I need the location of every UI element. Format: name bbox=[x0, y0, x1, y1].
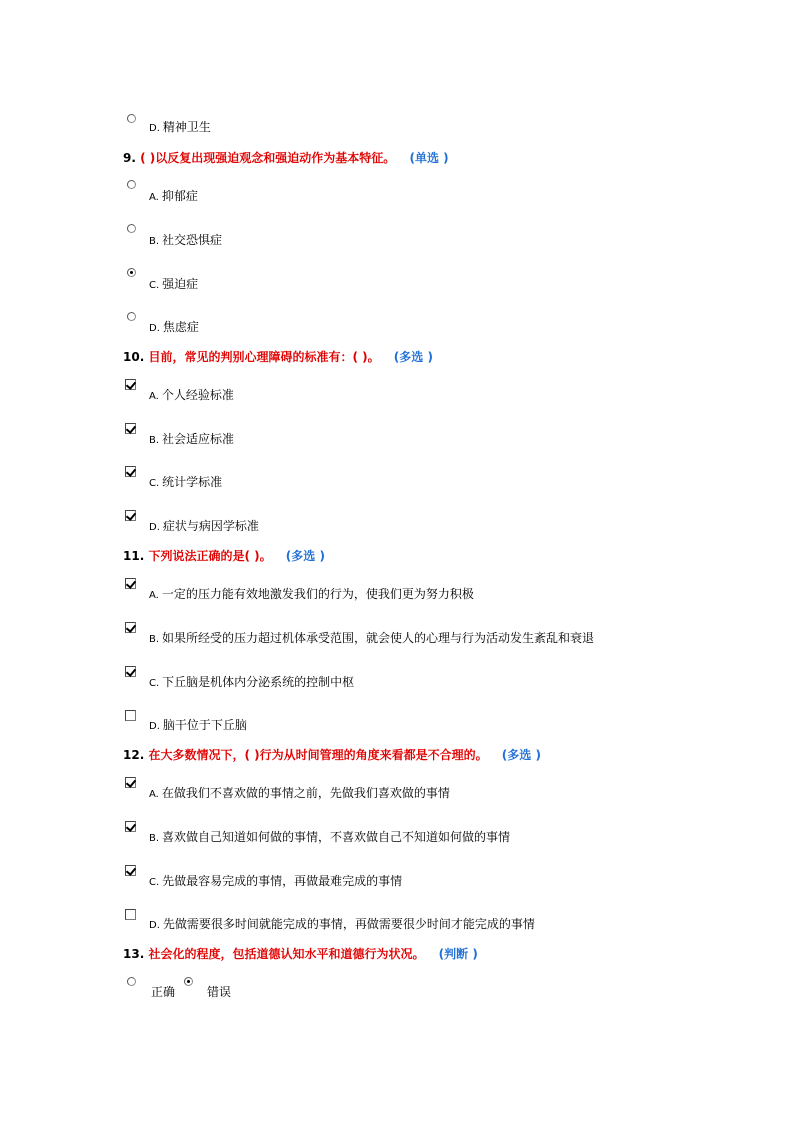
option-text: 个人经验标准 bbox=[161, 388, 234, 402]
option-letter: D. bbox=[149, 522, 160, 533]
q11-title bbox=[123, 547, 325, 564]
q8-option-d bbox=[149, 118, 211, 135]
option-text: 抑郁症 bbox=[161, 189, 198, 203]
q10-title bbox=[123, 348, 433, 365]
question-text: 社会化的程度，包括道德认知水平和道德行为状况。 bbox=[148, 947, 425, 961]
question-number: 12. bbox=[123, 748, 145, 762]
option-text: 先做最容易完成的事情，再做最难完成的事情 bbox=[162, 874, 403, 888]
question-type: (单选 ) bbox=[409, 151, 449, 165]
q13-true-label: 正确 bbox=[151, 985, 176, 999]
option-text: 精神卫生 bbox=[162, 120, 211, 134]
option-text: 在做我们不喜欢做的事情之前，先做我们喜欢做的事情 bbox=[161, 786, 450, 800]
q10-option-d-checkbox[interactable] bbox=[125, 510, 136, 521]
q13-false-label: 错误 bbox=[207, 985, 232, 999]
option-text: 脑干位于下丘脑 bbox=[162, 718, 247, 732]
q11-option-a-checkbox[interactable] bbox=[125, 578, 136, 589]
q12-option-a bbox=[149, 784, 450, 801]
q9-option-c-radio[interactable] bbox=[127, 268, 136, 277]
q11-option-d-checkbox[interactable] bbox=[125, 710, 136, 721]
option-text: 一定的压力能有效地激发我们的行为，使我们更为努力积极 bbox=[161, 587, 474, 601]
q11-option-b bbox=[149, 629, 594, 646]
q13-true-radio[interactable] bbox=[127, 977, 136, 986]
option-text: 强迫症 bbox=[162, 277, 199, 291]
q8-option-d-radio[interactable] bbox=[127, 114, 136, 123]
option-letter: B. bbox=[149, 435, 160, 446]
q10-option-a-checkbox[interactable] bbox=[125, 379, 136, 390]
question-text: 目前，常见的判别心理障碍的标准有：( )。 bbox=[148, 350, 380, 364]
q9-option-a-radio[interactable] bbox=[127, 180, 136, 189]
question-number: 10. bbox=[123, 350, 145, 364]
option-letter: D. bbox=[149, 123, 160, 134]
q10-option-b-checkbox[interactable] bbox=[125, 423, 136, 434]
q12-option-c-checkbox[interactable] bbox=[125, 865, 136, 876]
option-text: 统计学标准 bbox=[162, 475, 223, 489]
q9-option-d-radio[interactable] bbox=[127, 312, 136, 321]
q12-option-d bbox=[149, 915, 535, 932]
option-text: 下丘脑是机体内分泌系统的控制中枢 bbox=[162, 675, 355, 689]
q10-option-b bbox=[149, 430, 234, 447]
q11-option-c-checkbox[interactable] bbox=[125, 666, 136, 677]
option-text: 社会适应标准 bbox=[162, 432, 235, 446]
question-text: ( )以反复出现强迫观念和强迫动作为基本特征。 bbox=[140, 151, 396, 165]
q12-title bbox=[123, 746, 541, 763]
q9-title bbox=[123, 149, 449, 166]
option-letter: C. bbox=[149, 280, 160, 291]
q11-option-c bbox=[149, 673, 354, 690]
q12-option-c bbox=[149, 872, 402, 889]
option-letter: D. bbox=[149, 721, 160, 732]
q9-option-b bbox=[149, 231, 222, 248]
q12-option-b-checkbox[interactable] bbox=[125, 821, 136, 832]
option-text: 如果所经受的压力超过机体承受范围，就会使人的心理与行为活动发生紊乱和衰退 bbox=[162, 631, 595, 645]
question-type: (判断 ) bbox=[438, 947, 478, 961]
question-text: 在大多数情况下，( )行为从时间管理的角度来看都是不合理的。 bbox=[148, 748, 488, 762]
option-letter: D. bbox=[149, 920, 160, 931]
q9-option-b-radio[interactable] bbox=[127, 224, 136, 233]
q11-option-d bbox=[149, 716, 247, 733]
option-letter: B. bbox=[149, 236, 160, 247]
option-letter: C. bbox=[149, 877, 160, 888]
question-number: 13. bbox=[123, 947, 145, 961]
option-letter: C. bbox=[149, 478, 160, 489]
q13-false-radio[interactable] bbox=[184, 977, 193, 986]
q9-option-a bbox=[149, 187, 198, 204]
question-text: 下列说法正确的是( )。 bbox=[148, 549, 272, 563]
q10-option-d bbox=[149, 517, 259, 534]
option-letter: A. bbox=[149, 590, 159, 601]
question-number: 9. bbox=[123, 151, 136, 165]
option-letter: A. bbox=[149, 789, 159, 800]
q10-option-a bbox=[149, 386, 234, 403]
option-text: 症状与病因学标准 bbox=[162, 519, 259, 533]
q12-option-a-checkbox[interactable] bbox=[125, 777, 136, 788]
q11-option-b-checkbox[interactable] bbox=[125, 622, 136, 633]
question-type: (多选 ) bbox=[393, 350, 433, 364]
q11-option-a bbox=[149, 585, 474, 602]
option-text: 喜欢做自己知道如何做的事情，不喜欢做自己不知道如何做的事情 bbox=[162, 830, 511, 844]
q12-option-b bbox=[149, 828, 510, 845]
q12-option-d-checkbox[interactable] bbox=[125, 909, 136, 920]
option-letter: B. bbox=[149, 634, 160, 645]
q9-option-c bbox=[149, 275, 198, 292]
q9-option-d bbox=[149, 318, 199, 335]
option-letter: D. bbox=[149, 323, 160, 334]
question-type: (多选 ) bbox=[285, 549, 325, 563]
option-text: 焦虑症 bbox=[162, 320, 199, 334]
option-text: 先做需要很多时间就能完成的事情，再做需要很少时间才能完成的事情 bbox=[162, 917, 535, 931]
option-letter: A. bbox=[149, 391, 159, 402]
question-type: (多选 ) bbox=[501, 748, 541, 762]
option-letter: A. bbox=[149, 192, 159, 203]
q10-option-c-checkbox[interactable] bbox=[125, 466, 136, 477]
option-letter: C. bbox=[149, 678, 160, 689]
question-number: 11. bbox=[123, 549, 145, 563]
option-letter: B. bbox=[149, 833, 160, 844]
q10-option-c bbox=[149, 473, 222, 490]
q13-title bbox=[123, 945, 478, 962]
option-text: 社交恐惧症 bbox=[162, 233, 223, 247]
